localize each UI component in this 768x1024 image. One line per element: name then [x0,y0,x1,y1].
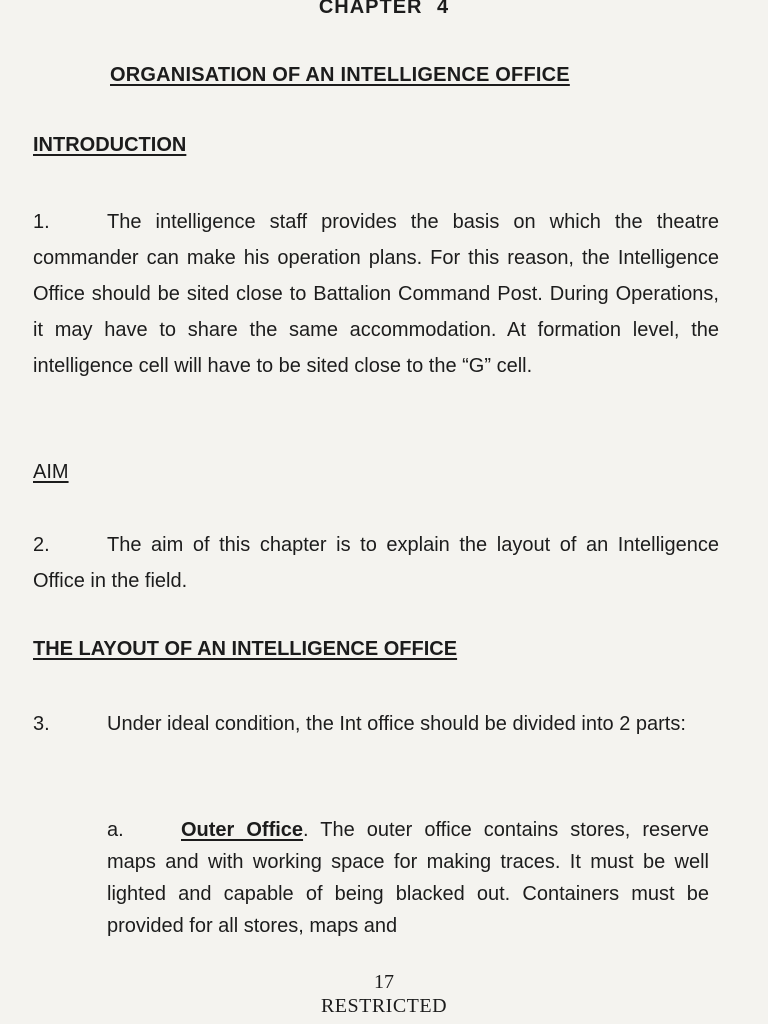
chapter-number: CHAPTER 4 [318,0,450,18]
page-title: ORGANISATION OF AN INTELLIGENCE OFFICE [110,64,570,86]
paragraph-3 [33,706,713,742]
paragraph-number: 1. [33,211,50,233]
paragraph-text: The intelligence staff provides the basis on which the theatre commander can make his operation plans. For this reason, the Intelligence Office should be sited close to Battalion Command Post. During Operations, it may have to share the same accommodation. At formation level, the intelligence cell will have to be sited close to the “G” cell. [33,211,719,377]
page-number: 17 [374,971,394,993]
paragraph-text: Under ideal condition, the Int office should be divided into 2 parts: [107,713,686,735]
paragraph-number: 2. [33,534,50,556]
heading-aim: AIM [33,461,69,483]
heading-introduction: INTRODUCTION [33,134,187,156]
paragraph-2 [33,527,719,599]
paragraph-1 [33,204,719,384]
heading-layout: THE LAYOUT OF AN INTELLIGENCE OFFICE [33,638,458,660]
subparagraph-letter: a. [107,819,124,841]
paragraph-number: 3. [33,713,50,735]
subparagraph-term: Outer Office [181,819,304,841]
subparagraph-a [107,814,709,942]
paragraph-text: The aim of this chapter is to explain the layout of an Intelligence Office in the field. [33,534,719,592]
subparagraph-text: . The outer office contains stores, reserve maps and with working space for making traces. It must be well lighted and capable of being blacked out. Containers must be provided for all stores, maps and [107,819,710,937]
classification-marking: RESTRICTED [320,995,448,1017]
